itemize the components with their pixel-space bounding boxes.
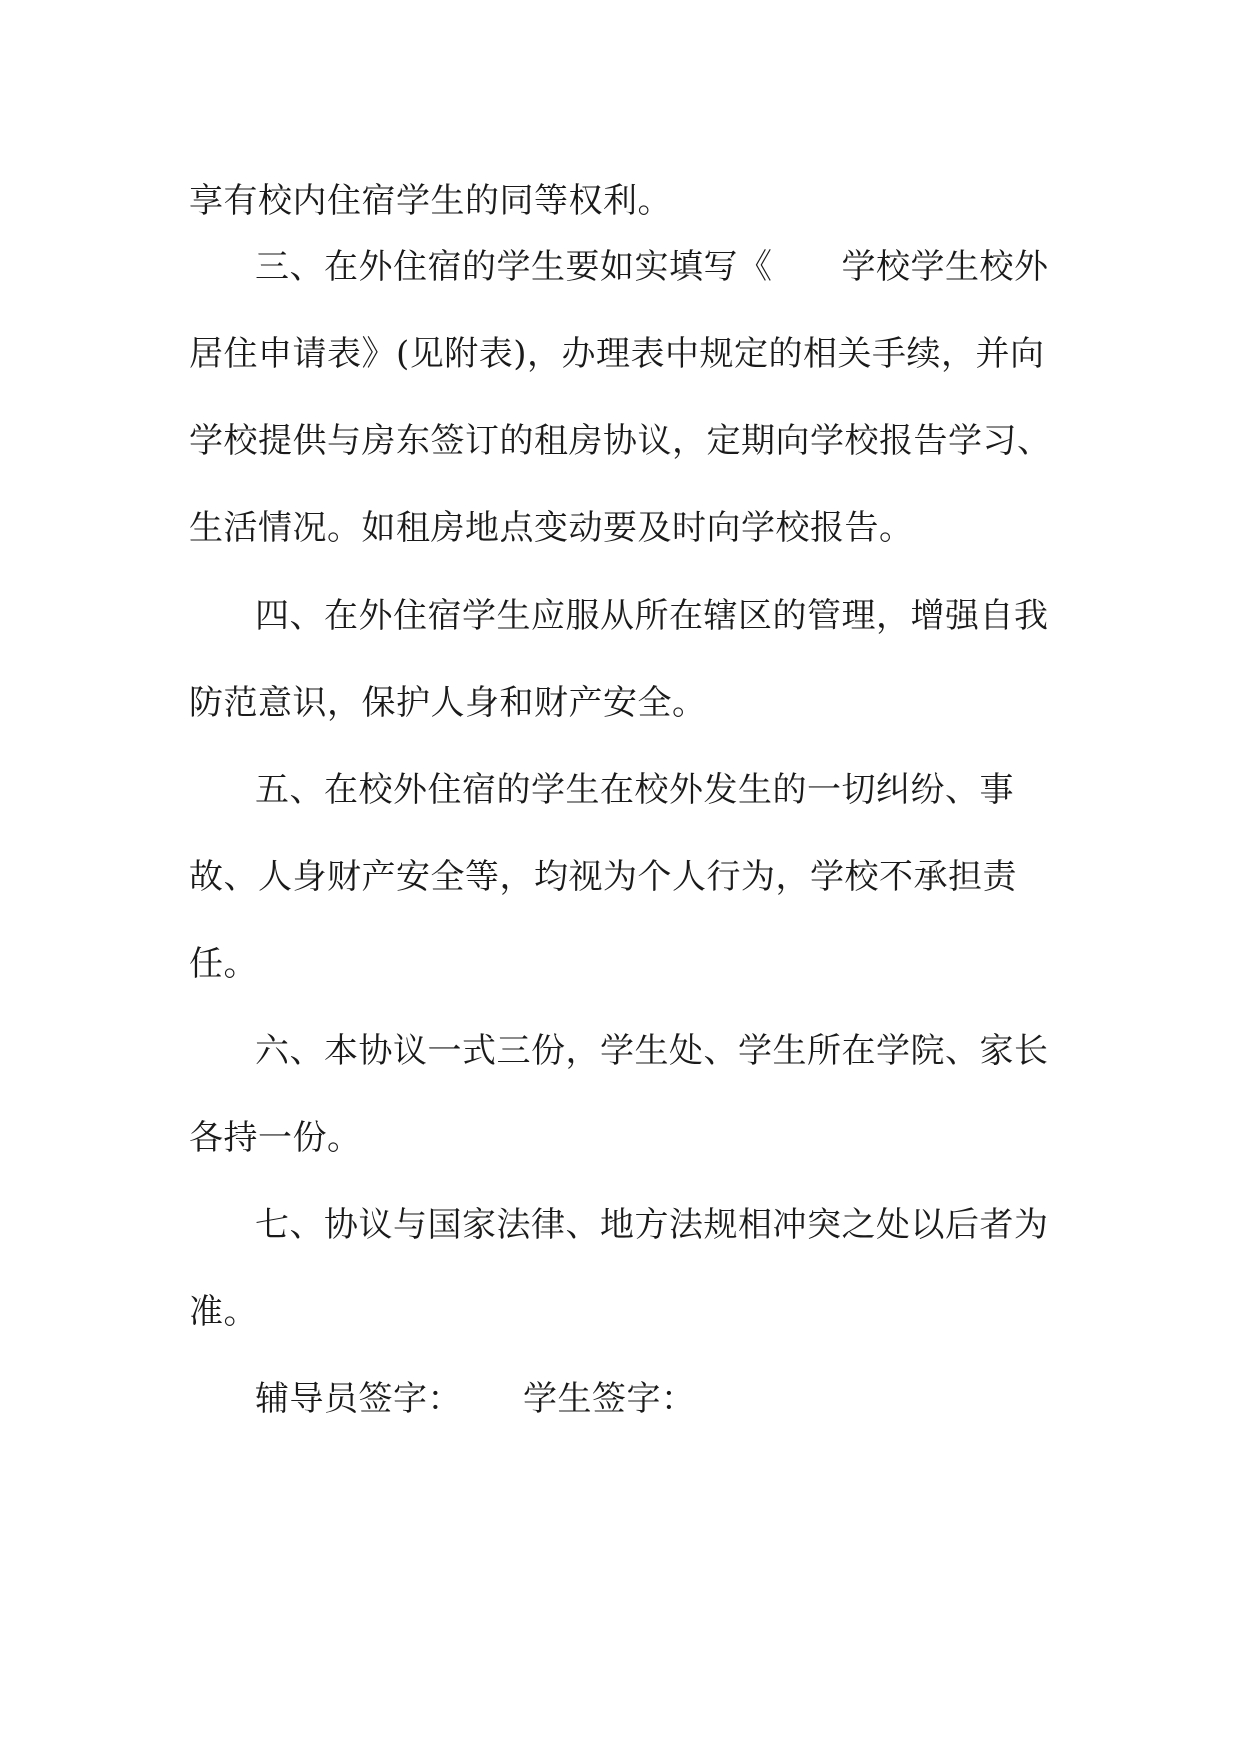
clause-six-line-2: 各持一份。: [189, 1118, 362, 1158]
clause-five-line-1: 五、在校外住宿的学生在校外发生的一切纠纷、事: [255, 770, 1014, 810]
student-signature-label: 学生签字：: [523, 1379, 696, 1419]
clause-four-line-1: 四、在外住宿学生应服从所在辖区的管理，增强自我: [255, 596, 1049, 636]
clause-three-line-1: 三、在外住宿的学生要如实填写《 学校学生校外: [255, 247, 1049, 287]
counselor-signature-label: 辅导员签字：: [255, 1379, 462, 1419]
clause-five-line-3: 任。: [189, 944, 258, 984]
clause-six-line-1: 六、本协议一式三份，学生处、学生所在学院、家长: [255, 1031, 1049, 1071]
clause-seven-line-1: 七、协议与国家法律、地方法规相冲突之处以后者为: [255, 1205, 1049, 1245]
clause-three-line-2: 居住申请表》(见附表)，办理表中规定的相关手续，并向: [189, 334, 1045, 374]
paragraph-line: 享有校内住宿学生的同等权利。: [189, 181, 672, 221]
clause-three-line-4: 生活情况。如租房地点变动要及时向学校报告。: [189, 508, 914, 548]
clause-four-line-2: 防范意识，保护人身和财产安全。: [189, 683, 707, 723]
clause-seven-line-2: 准。: [189, 1292, 258, 1332]
clause-three-line-3: 学校提供与房东签订的租房协议，定期向学校报告学习、: [189, 421, 1052, 461]
clause-five-line-2: 故、人身财产安全等，均视为个人行为，学校不承担责: [189, 857, 1017, 897]
